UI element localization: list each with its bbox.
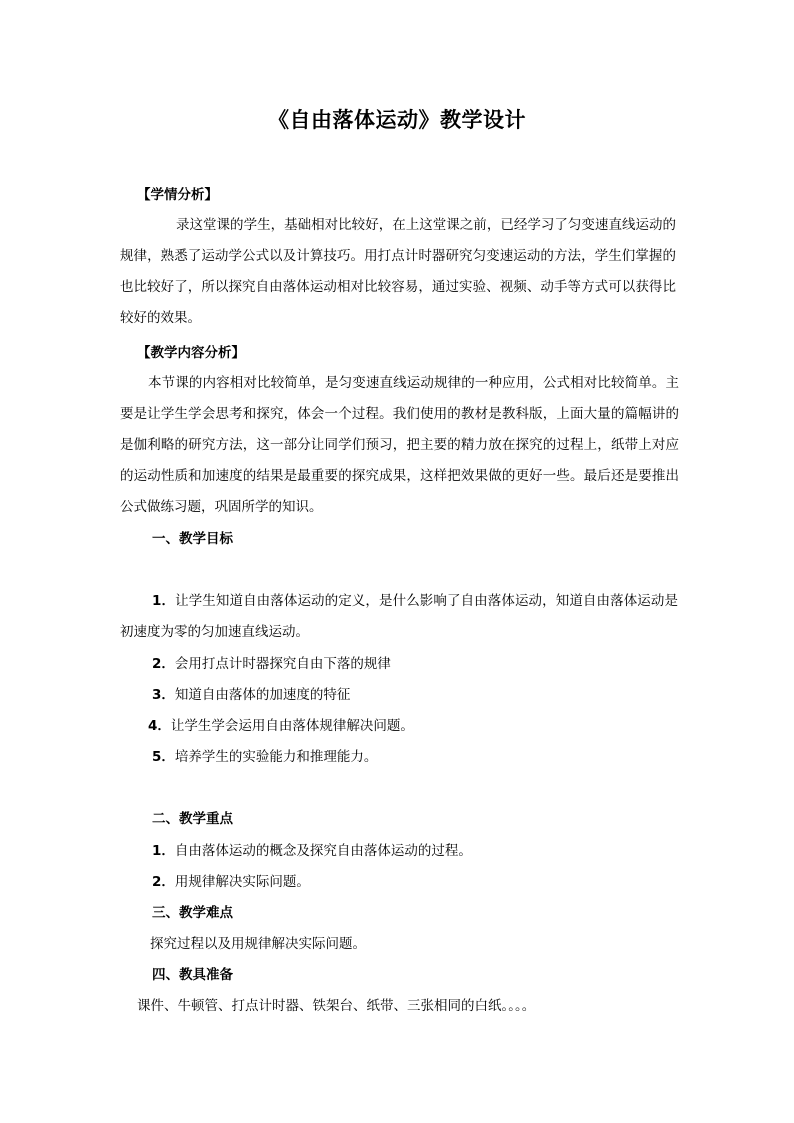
objectives-heading: 一、教学目标	[152, 531, 233, 547]
key-point-item-1-number: 1．	[152, 843, 175, 859]
objective-item-3-text: 知道自由落体的加速度的特征	[174, 687, 351, 703]
objective-item-4-number: 4．	[148, 718, 171, 734]
student-analysis-heading: 【学情分析】	[137, 187, 218, 203]
objective-item-2	[152, 655, 391, 673]
content-analysis-paragraph: 本节课的内容相对比较简单，是匀变速直线运动规律的一种应用，公式相对比较简单。主要是让学生学会思考和探究，体会一个过程。我们使用的教材是教科版，上面大量的篇幅讲的是伽利略的研究方法，这一部分让同学们预习，把主要的精力放在探究的过程上，纸带上对应的运动性质和加速度的结果是最重要的探究成果，这样把效果做的更好一些。最后还是要推出公式做练习题，巩固所学的知识。	[120, 375, 679, 515]
materials-text: 课件、牛顿管、打点计时器、铁架台、纸带、三张相同的白纸。。。。	[137, 998, 536, 1014]
objective-item-1-number: 1．	[152, 593, 176, 609]
key-point-item-1-text: 自由落体运动的概念及探究自由落体运动的过程。	[174, 843, 472, 859]
key-points-heading: 二、教学重点	[152, 811, 233, 827]
objective-item-3-number: 3．	[152, 687, 175, 703]
key-point-item-2-text: 用规律解决实际问题。	[174, 874, 310, 890]
objective-item-4-text: 让学生学会运用自由落体规律解决问题。	[170, 718, 414, 734]
key-point-item-2-number: 2．	[152, 874, 175, 890]
objective-item-5-number: 5．	[152, 749, 175, 765]
objective-item-4	[148, 717, 414, 735]
document-title: 《自由落体运动》教学设计	[268, 108, 526, 132]
objective-item-1	[120, 586, 678, 648]
objective-item-2-number: 2．	[152, 656, 175, 672]
objective-item-3	[152, 686, 350, 704]
objective-item-2-text: 会用打点计时器探究自由下落的规律	[174, 656, 391, 672]
key-point-item-2	[152, 873, 310, 891]
objective-item-1-text: 让学生知道自由落体运动的定义，是什么影响了自由落体运动，知道自由落体运动是初速度为零的匀加速直线运动。	[120, 593, 678, 640]
student-analysis-paragraph: 录这堂课的学生，基础相对比较好，在上这堂课之前，已经学习了匀变速直线运动的规律，熟悉了运动学公式以及计算技巧。用打点计时器研究匀变速运动的方法，学生们掌握的也比较好了，所以探究自由落体运动相对比较容易，通过实验、视频、动手等方式可以获得比较好的效果。	[120, 217, 676, 326]
difficulties-text: 探究过程以及用规律解决实际问题。	[150, 936, 366, 952]
key-point-item-1	[152, 842, 472, 860]
content-analysis-heading: 【教学内容分析】	[137, 345, 245, 361]
objective-item-5	[152, 748, 377, 766]
materials-heading: 四、教具准备	[152, 967, 233, 983]
difficulties-heading: 三、教学难点	[152, 905, 233, 921]
objective-item-5-text: 培养学生的实验能力和推理能力。	[174, 749, 378, 765]
